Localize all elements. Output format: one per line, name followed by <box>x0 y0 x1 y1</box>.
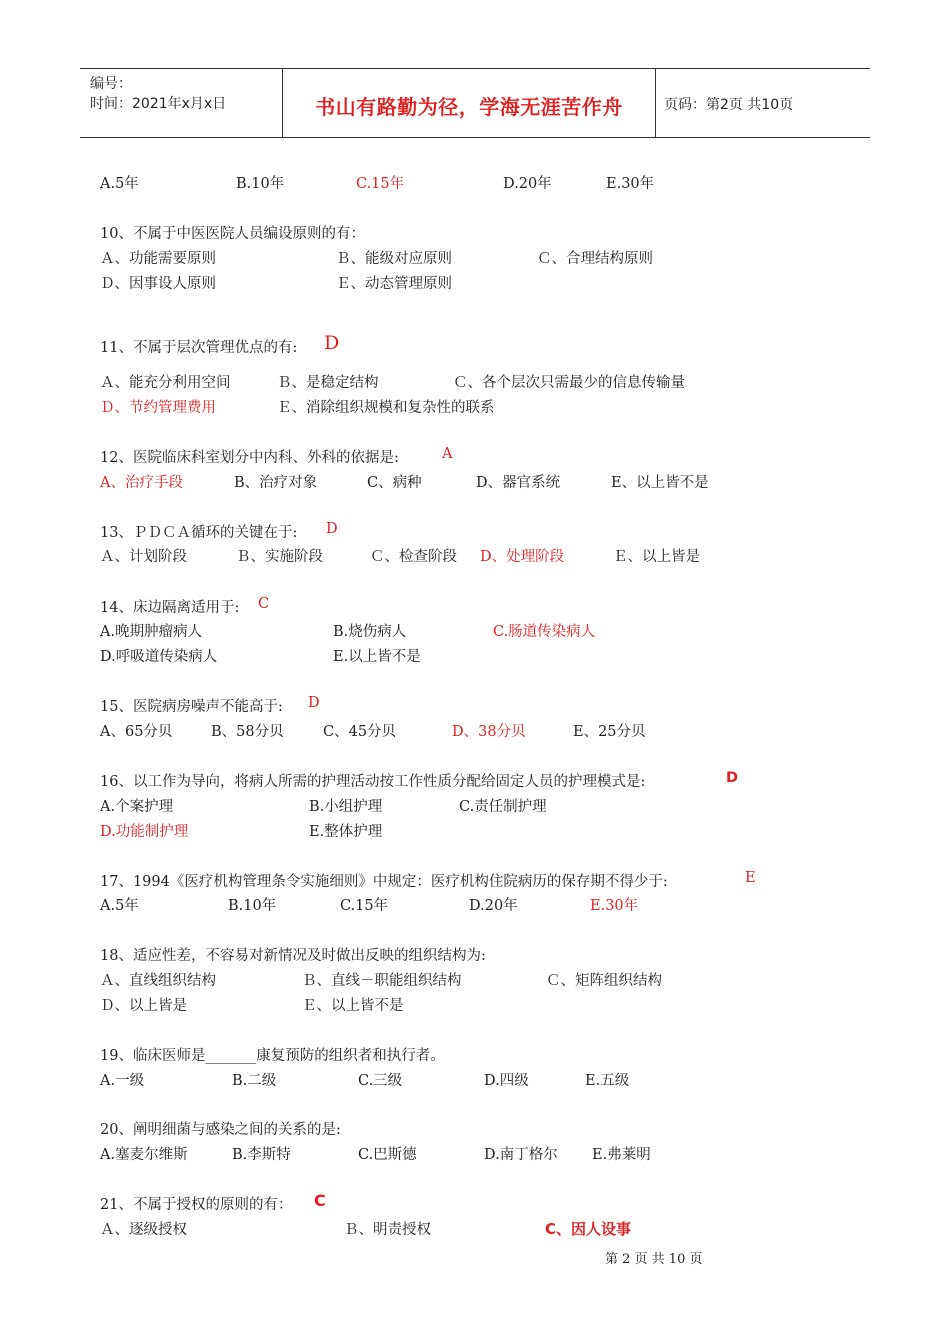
option: Ｅ、以上皆是 <box>613 549 700 565</box>
option: B.10年 <box>228 898 277 914</box>
q14-stem <box>0 596 950 618</box>
option: B.小组护理 <box>309 799 383 815</box>
answer-key: D <box>726 770 739 786</box>
answer-key: D <box>308 695 320 711</box>
option: Ｃ、矩阵组织结构 <box>546 973 662 989</box>
option: E.整体护理 <box>309 824 383 840</box>
q15-options <box>0 720 950 742</box>
question-stem: 17、1994《医疗机构管理条令实施细则》中规定：医疗机构住院病历的保存期不得少于: <box>100 874 668 890</box>
q17-stem <box>0 870 950 892</box>
q21-stem <box>0 1193 950 1215</box>
question-stem: 14、床边隔离适用于: <box>100 600 240 616</box>
option: E、25分贝 <box>573 724 646 740</box>
option: E.弗莱明 <box>592 1147 651 1163</box>
q16-options-2 <box>0 820 950 842</box>
option: D.20年 <box>503 176 552 192</box>
q20-stem <box>0 1118 950 1140</box>
option: C.巴斯德 <box>358 1147 417 1163</box>
option: A.个案护理 <box>100 799 174 815</box>
option: D.南丁格尔 <box>484 1147 558 1163</box>
option: A.塞麦尔维斯 <box>100 1147 188 1163</box>
option: E.30年 <box>606 176 655 192</box>
question-stem: 16、以工作为导向，将病人所需的护理活动按工作性质分配给固定人员的护理模式是: <box>100 774 646 790</box>
option: C.三级 <box>358 1073 403 1089</box>
option: B.10年 <box>236 176 285 192</box>
q14-options-1 <box>0 620 950 642</box>
option: Ｂ、能级对应原则 <box>336 251 452 267</box>
option: Ａ、逐级授权 <box>100 1222 187 1238</box>
question-stem: 13、ＰＤＣＡ循环的关键在于: <box>100 525 298 541</box>
option: Ｂ、直线－职能组织结构 <box>302 973 462 989</box>
q19-options <box>0 1069 950 1091</box>
question-stem: 11、不属于层次管理优点的有: <box>100 340 298 356</box>
option: Ａ、直线组织结构 <box>100 973 216 989</box>
option: A.5年 <box>100 898 139 914</box>
option: Ｂ、实施阶段 <box>236 549 323 565</box>
question-stem: 12、医院临床科室划分中内科、外科的依据是: <box>100 450 399 466</box>
option: B.二级 <box>232 1073 277 1089</box>
q10-options-2 <box>0 272 950 294</box>
option: E、以上皆不是 <box>611 475 709 491</box>
q18-stem <box>0 944 950 966</box>
q9-options <box>0 172 950 194</box>
answer-key: D <box>326 521 338 537</box>
page-footer: 第 2 页 共 10 页 <box>605 1252 703 1267</box>
header-page-info: 页码：第2页 共10页 <box>664 97 794 113</box>
q16-stem <box>0 770 950 792</box>
answer-key: A <box>442 446 453 462</box>
q10-options-1 <box>0 247 950 269</box>
option: C、病种 <box>367 475 422 491</box>
q11-stem <box>0 332 950 358</box>
option-correct: A、治疗手段 <box>100 475 183 491</box>
option: Ｅ、动态管理原则 <box>336 276 452 292</box>
q11-options-2 <box>0 396 950 418</box>
option: B.烧伤病人 <box>333 624 407 640</box>
answer-key: E <box>745 870 756 886</box>
option-correct: C、因人设事 <box>545 1220 632 1238</box>
option-correct: D.功能制护理 <box>100 824 189 840</box>
q14-options-2 <box>0 645 950 667</box>
option: Ｅ、消除组织规模和复杂性的联系 <box>277 400 495 416</box>
q18-options-1 <box>0 969 950 991</box>
option: Ｂ、是稳定结构 <box>277 375 379 391</box>
question-stem: 20、阐明细菌与感染之间的关系的是: <box>100 1122 341 1138</box>
option-correct: D、38分贝 <box>452 724 526 740</box>
option: E.五级 <box>585 1073 630 1089</box>
answer-key: C <box>258 596 270 612</box>
option: D、器官系统 <box>476 475 561 491</box>
page-header <box>80 68 870 138</box>
answer-key: D <box>324 332 340 354</box>
q13-stem <box>0 521 950 543</box>
question-stem: 15、医院病房噪声不能高于: <box>100 699 283 715</box>
q18-options-2 <box>0 994 950 1016</box>
question-stem: 18、适应性差，不容易对新情况及时做出反映的组织结构为: <box>100 948 486 964</box>
option: Ｃ、合理结构原则 <box>537 251 653 267</box>
document-date: 时间：2021年x月x日 <box>90 96 227 112</box>
option: Ａ、功能需要原则 <box>100 251 216 267</box>
question-stem: 21、不属于授权的原则的有： <box>100 1197 293 1213</box>
q21-options <box>0 1218 950 1240</box>
option: A.晚期肿瘤病人 <box>100 624 203 640</box>
q17-options <box>0 894 950 916</box>
question-stem: 10、不属于中医医院人员编设原则的有： <box>100 226 365 242</box>
q20-options <box>0 1143 950 1165</box>
option: A、65分贝 <box>100 724 173 740</box>
q10-stem <box>0 222 950 244</box>
header-motto: 书山有路勤为径，学海无涯苦作舟 <box>315 95 623 119</box>
option-correct: Ｄ、节约管理费用 <box>100 400 216 416</box>
option: B、治疗对象 <box>234 475 318 491</box>
header-meta <box>80 69 283 137</box>
q12-stem <box>0 446 950 468</box>
option: Ｃ、各个层次只需最少的信息传输量 <box>453 375 685 391</box>
option-correct: E.30年 <box>590 898 639 914</box>
option: D.20年 <box>469 898 518 914</box>
q15-stem <box>0 695 950 717</box>
option-correct: D、处理阶段 <box>480 549 565 565</box>
option: C.15年 <box>340 898 389 914</box>
option: D.四级 <box>484 1073 529 1089</box>
option: A.一级 <box>100 1073 145 1089</box>
q12-options <box>0 471 950 493</box>
option: Ｃ、检查阶段 <box>370 549 457 565</box>
option: Ｄ、因事设人原则 <box>100 276 216 292</box>
option: B、58分贝 <box>211 724 284 740</box>
q11-options-1 <box>0 371 950 393</box>
option: Ｅ、以上皆不是 <box>302 998 404 1014</box>
option: B.李斯特 <box>232 1147 291 1163</box>
q13-options <box>0 545 950 567</box>
header-page-cell <box>656 69 870 137</box>
option: C、45分贝 <box>323 724 397 740</box>
option: A.5年 <box>100 176 139 192</box>
option: Ａ、计划阶段 <box>100 549 187 565</box>
option: E.以上皆不是 <box>333 649 421 665</box>
option: Ｄ、以上皆是 <box>100 998 187 1014</box>
q19-stem <box>0 1044 950 1066</box>
q16-options-1 <box>0 795 950 817</box>
answer-key: C <box>314 1191 326 1210</box>
document-number: 编号： <box>90 76 132 92</box>
option-correct: C.肠道传染病人 <box>493 624 596 640</box>
question-stem: 19、临床医师是_______康复预防的组织者和执行者。 <box>100 1048 445 1064</box>
option-correct: C.15年 <box>356 176 405 192</box>
option: Ｂ、明责授权 <box>344 1222 431 1238</box>
option: Ａ、能充分利用空间 <box>100 375 231 391</box>
header-motto-cell <box>283 69 656 137</box>
option: D.呼吸道传染病人 <box>100 649 218 665</box>
option: C.责任制护理 <box>459 799 547 815</box>
